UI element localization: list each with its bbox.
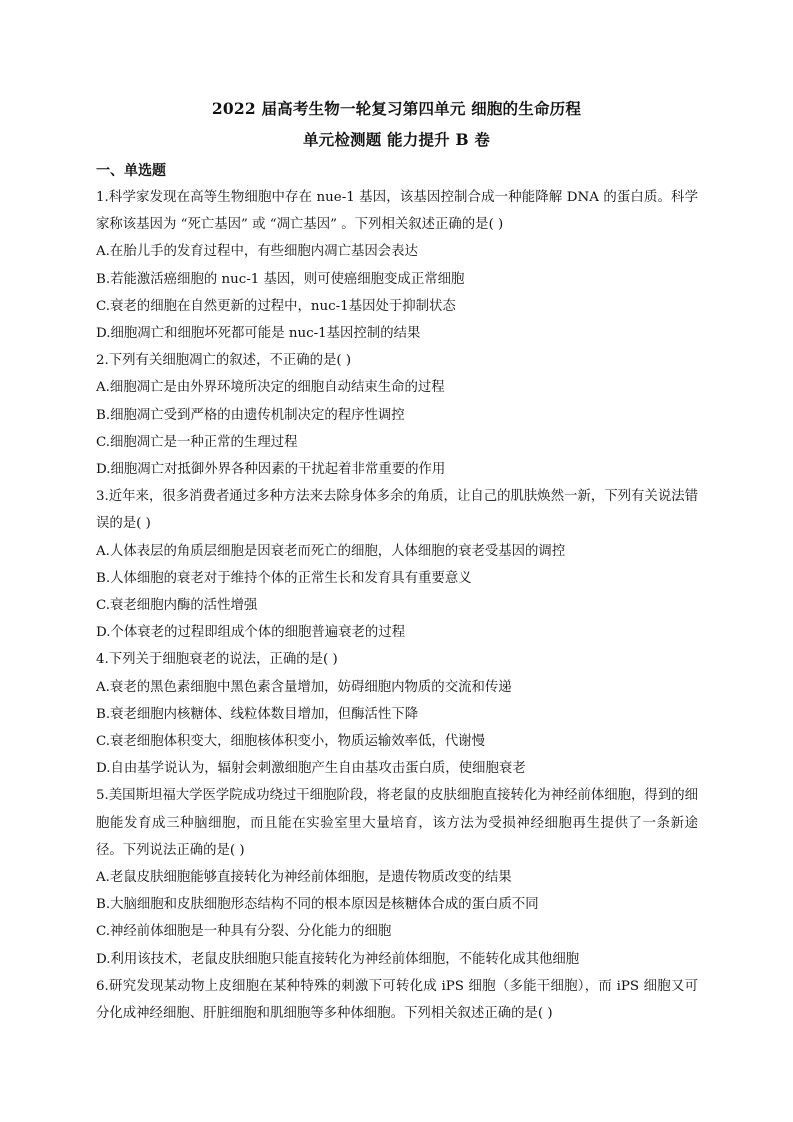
document-subtitle: 单元检测题 能力提升 B 卷 — [302, 130, 491, 149]
answer-option: C.衰老细胞体积变大，细胞核体积变小，物质运输效率低，代谢慢 — [96, 734, 485, 750]
answer-option: C.衰老细胞内酶的活性增强 — [96, 598, 258, 614]
answer-option: C.神经前体细胞是一种具有分裂、分化能力的细胞 — [96, 924, 392, 940]
answer-option: B.若能激活癌细胞的 nuc-1 基因，则可使癌细胞变成正常细胞 — [96, 271, 465, 287]
answer-option: C.衰老的细胞在自然更新的过程中，nuc-1基因处于抑制状态 — [96, 298, 456, 314]
answer-option: B.衰老细胞内核糖体、线粒体数目增加，但酶活性下降 — [96, 706, 419, 722]
answer-option: A.在胎儿手的发育过程中，有些细胞内凋亡基因会表达 — [96, 244, 418, 260]
question-stem: 5.美国斯坦福大学医学院成功绕过干细胞阶段，将老鼠的皮肤细胞直接转化为神经前体细胞，得到的细胞能发育成三种脑细胞，而且能在实验室里大量培育，该方法为受损神经细胞再生提供了一条新途径。下列说法正确的是( ) — [96, 788, 698, 858]
document-title: 2022 届高考生物一轮复习第四单元 细胞的生命历程 — [211, 99, 582, 118]
answer-option: D.自由基学说认为，辐射会刺激细胞产生自由基攻击蛋白质，使细胞衰老 — [96, 761, 526, 777]
answer-option: B.大脑细胞和皮肤细胞形态结构不同的根本原因是核糖体合成的蛋白质不同 — [96, 897, 539, 913]
question-stem: 2.下列有关细胞凋亡的叙述，不正确的是( ) — [96, 353, 352, 369]
answer-option: B.细胞凋亡受到严格的由遗传机制决定的程序性调控 — [96, 407, 405, 423]
answer-option: A.衰老的黑色素细胞中黑色素含量增加，妨碍细胞内物质的交流和传递 — [96, 679, 512, 695]
answer-option: D.利用该技术，老鼠皮肤细胞只能直接转化为神经前体细胞，不能转化成其他细胞 — [96, 951, 580, 967]
answer-option: D.细胞凋亡和细胞坏死都可能是 nuc-1基因控制的结果 — [96, 326, 421, 342]
answer-option: C.细胞凋亡是一种正常的生理过程 — [96, 434, 298, 450]
answer-option: D.个体衰老的过程即组成个体的细胞普遍衰老的过程 — [96, 625, 406, 641]
answer-option: A.老鼠皮肤细胞能够直接转化为神经前体细胞，是遗传物质改变的结果 — [96, 870, 512, 886]
question-stem: 1.科学家发现在高等生物细胞中存在 nue-1 基因，该基因控制合成一种能降解 DNA 的蛋白质。科学家称该基因为 “死亡基因” 或 “凋亡基因” 。下列相关叙述正确的是( ) — [96, 190, 698, 233]
answer-option: A.人体表层的角质层细胞是因衰老而死亡的细胞，人体细胞的衰老受基因的调控 — [96, 543, 566, 559]
question-stem: 4.下列关于细胞衰老的说法，正确的是( ) — [96, 652, 338, 668]
answer-option: D.细胞凋亡对抵御外界各种因素的干扰起着非常重要的作用 — [96, 462, 446, 478]
section-heading: 一、单选题 — [96, 163, 166, 179]
answer-option: B.人体细胞的衰老对于维持个体的正常生长和发育具有重要意义 — [96, 570, 472, 586]
answer-option: A.细胞凋亡是由外界环境所决定的细胞自动结束生命的过程 — [96, 380, 445, 396]
question-list — [96, 184, 698, 1027]
question-stem: 3.近年来，很多消费者通过多种方法来去除身体多余的角质，让自己的肌肤焕然一新，下列有关说法错误的是( ) — [96, 489, 698, 532]
question-stem: 6.研究发现某动物上皮细胞在某种特殊的刺激下可转化成 iPS 细胞（多能干细胞），而 iPS 细胞又可分化成神经细胞、肝脏细胞和肌细胞等多种体细胞。下列相关叙述正确的是( ) — [96, 978, 698, 1022]
